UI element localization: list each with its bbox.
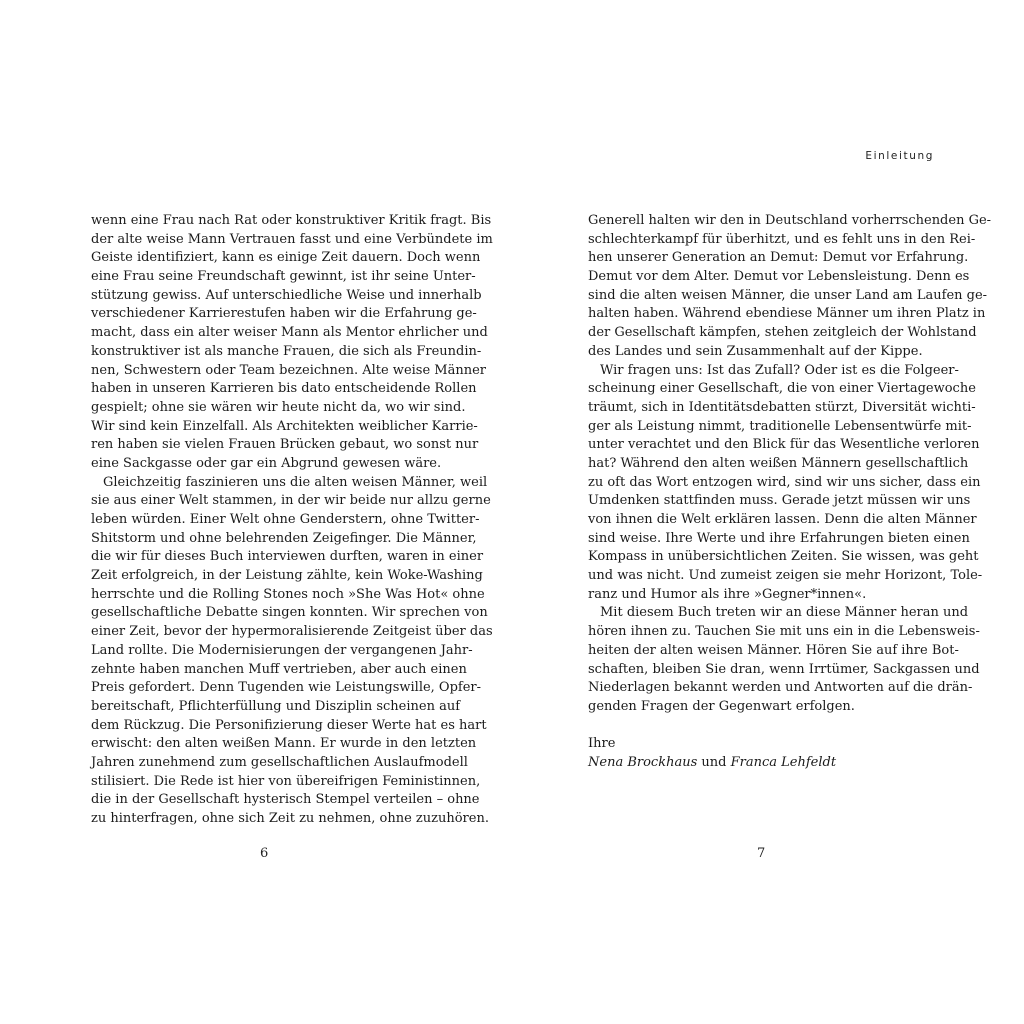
page-number-right: 7 bbox=[757, 846, 766, 861]
text-line: Land rollte. Die Modernisierungen der vergangenen Jahr- bbox=[91, 642, 473, 658]
text-line: die wir für dieses Buch interviewen durften, waren in einer bbox=[91, 549, 484, 565]
text-line: stilisiert. Die Rede ist hier von übereifrigen Feministinnen, bbox=[91, 773, 481, 789]
text-line: unter verachtet und den Blick für das Wesentliche verloren bbox=[588, 437, 980, 453]
text-line: schlechterkampf für überhitzt, und es fehlt uns in den Rei- bbox=[588, 231, 976, 247]
text-line: konstruktiver ist als manche Frauen, die sich als Freundin- bbox=[91, 343, 482, 359]
text-line: verschiedener Karrierestufen haben wir die Erfahrung ge- bbox=[91, 306, 477, 322]
text-line: eine Frau seine Freundschaft gewinnt, ist ihr seine Unter- bbox=[91, 269, 476, 285]
text-line: Wir fragen uns: Ist das Zufall? Oder ist es die Folgeer- bbox=[600, 362, 959, 378]
running-head: Einleitung bbox=[865, 150, 934, 162]
text-line: herrschte und die Rolling Stones noch »She Was Hot« ohne bbox=[91, 586, 485, 602]
text-line: Niederlagen bekannt werden und Antworten auf die drän- bbox=[588, 680, 973, 696]
text-line: hen unserer Generation an Demut: Demut vor Erfahrung. bbox=[588, 250, 969, 266]
text-line: haben in unseren Karrieren bis dato entscheidende Rollen bbox=[91, 381, 477, 397]
text-line: gesellschaftliche Debatte singen konnten. Wir sprechen von bbox=[91, 605, 488, 621]
text-line: hören ihnen zu. Tauchen Sie mit uns ein in die Lebensweis- bbox=[588, 624, 980, 640]
text-line: träumt, sich in Identitätsdebatten stürzt, Diversität wichti- bbox=[588, 399, 976, 415]
text-line: ger als Leistung nimmt, traditionelle Lebensentwürfe mit- bbox=[588, 418, 972, 434]
text-line: zehnte haben manchen Muff vertrieben, aber auch einen bbox=[91, 661, 467, 677]
text-line: Kompass in unübersichtlichen Zeiten. Sie wissen, was geht bbox=[588, 549, 979, 565]
text-line: ren haben sie vielen Frauen Brücken gebaut, wo sonst nur bbox=[91, 437, 479, 453]
text-line: Jahren zunehmend zum gesellschaftlichen Auslaufmodell bbox=[91, 754, 468, 770]
paragraph-spacer bbox=[588, 717, 934, 736]
left-page-text bbox=[91, 212, 493, 829]
text-line: leben würden. Einer Welt ohne Genderstern, ohne Twitter- bbox=[91, 512, 480, 527]
text-line: stützung gewiss. Auf unterschiedliche Weise und innerhalb bbox=[91, 287, 482, 303]
signature-conjunction: und bbox=[701, 754, 727, 770]
text-line: Gleichzeitig faszinieren uns die alten weisen Männer, weil bbox=[103, 474, 488, 490]
text-line: macht, dass ein alter weiser Mann als Mentor ehrlicher und bbox=[91, 325, 488, 341]
text-line: von ihnen die Welt erklären lassen. Denn die alten Männer bbox=[588, 512, 977, 527]
text-line: und was nicht. Und zumeist zeigen sie mehr Horizont, Tole- bbox=[588, 568, 983, 584]
text-line: gespielt; ohne sie wären wir heute nicht da, wo wir sind. bbox=[91, 399, 466, 415]
text-line: eine Sackgasse oder gar ein Abgrund gewesen wäre. bbox=[91, 455, 442, 471]
text-line: hat? Während den alten weißen Männern gesellschaftlich bbox=[588, 455, 969, 471]
text-line: sie aus einer Welt stammen, in der wir beide nur allzu gerne bbox=[91, 493, 491, 509]
text-line: Wir sind kein Einzelfall. Als Architekten weiblicher Karrie- bbox=[91, 418, 478, 434]
text-line: Mit diesem Buch treten wir an diese Männer heran und bbox=[600, 605, 969, 621]
text-line: wenn eine Frau nach Rat oder konstruktiver Kritik fragt. Bis bbox=[91, 213, 492, 228]
text-line: zu oft das Wort entzogen wird, sind wir uns sicher, dass ein bbox=[588, 474, 981, 490]
text-line: Shitstorm und ohne belehrenden Zeigefinger. Die Männer, bbox=[91, 530, 477, 546]
text-line: sind die alten weisen Männer, die unser Land am Laufen ge- bbox=[588, 287, 988, 303]
text-line: Preis gefordert. Denn Tugenden wie Leistungswille, Opfer- bbox=[91, 680, 482, 696]
author-name: Franca Lehfeldt bbox=[730, 754, 837, 770]
text-line: Geiste identifiziert, kann es einige Zeit dauern. Doch wenn bbox=[91, 250, 481, 266]
text-line: nen, Schwestern oder Team bezeichnen. Alte weise Männer bbox=[91, 362, 487, 378]
text-line: zu hinterfragen, ohne sich Zeit zu nehmen, ohne zuzuhören. bbox=[91, 811, 489, 826]
author-name: Nena Brockhaus bbox=[588, 754, 698, 770]
text-line: genden Fragen der Gegenwart erfolgen. bbox=[588, 698, 855, 714]
text-line: des Landes und sein Zusammenhalt auf der Kippe. bbox=[588, 343, 923, 359]
text-line: Zeit erfolgreich, in der Leistung zählte, kein Woke-Washing bbox=[91, 568, 483, 584]
page-number-left: 6 bbox=[260, 846, 269, 861]
text-line: sind weise. Ihre Werte und ihre Erfahrungen bieten einen bbox=[588, 530, 970, 546]
text-line: die in der Gesellschaft hysterisch Stempel verteilen – ohne bbox=[91, 792, 480, 808]
text-line: ranz und Humor als ihre »Gegner*innen«. bbox=[588, 586, 867, 602]
text-line: dem Rückzug. Die Personifizierung dieser Werte hat es hart bbox=[91, 717, 487, 733]
text-line: der alte weise Mann Vertrauen fasst und eine Verbündete im bbox=[91, 231, 493, 247]
text-line: halten haben. Während ebendiese Männer um ihren Platz in bbox=[588, 306, 986, 322]
text-line: schaften, bleiben Sie dran, wenn Irrtümer, Sackgassen und bbox=[588, 661, 980, 677]
text-line: bereitschaft, Pflichterfüllung und Disziplin scheinen auf bbox=[91, 698, 461, 714]
text-line: einer Zeit, bevor der hypermoralisierende Zeitgeist über das bbox=[91, 624, 493, 640]
closing-line: Ihre bbox=[588, 736, 616, 752]
text-line: scheinung einer Gesellschaft, die von einer Viertagewoche bbox=[588, 381, 976, 397]
text-line: erwischt: den alten weißen Mann. Er wurde in den letzten bbox=[91, 736, 477, 752]
text-line: Generell halten wir den in Deutschland vorherrschenden Ge- bbox=[588, 213, 992, 228]
text-line: der Gesellschaft kämpfen, stehen zeitgleich der Wohlstand bbox=[588, 325, 977, 341]
text-line: heiten der alten weisen Männer. Hören Sie auf ihre Bot- bbox=[588, 642, 959, 658]
signature-line bbox=[588, 754, 934, 773]
text-line: Demut vor dem Alter. Demut vor Lebensleistung. Denn es bbox=[588, 269, 970, 285]
text-line: Umdenken stattfinden muss. Gerade jetzt müssen wir uns bbox=[588, 493, 971, 509]
right-page-text bbox=[588, 212, 992, 773]
